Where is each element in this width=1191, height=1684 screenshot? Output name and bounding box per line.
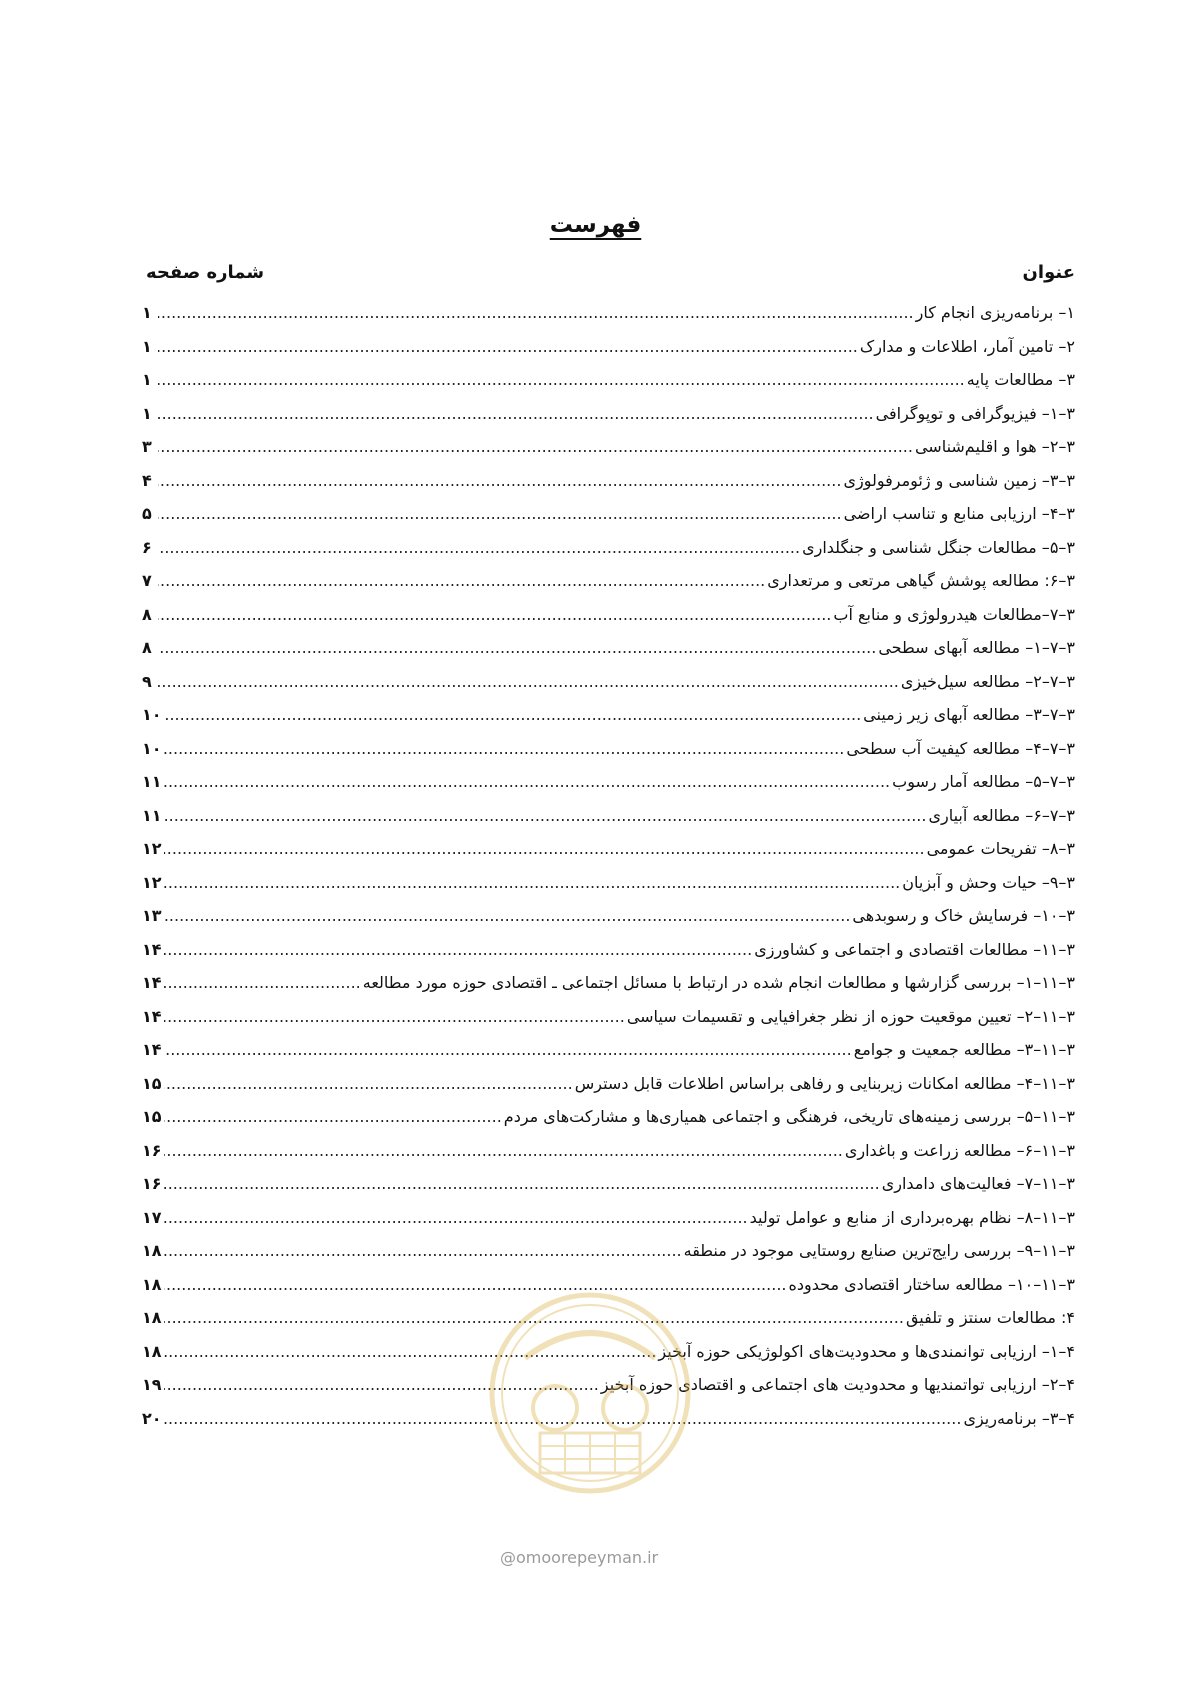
toc-entry-page-number: ۱۴ [142,1040,162,1059]
dot-leader [164,1007,625,1027]
dot-leader [164,906,851,926]
toc-entry-title: ۳–۹– حیات وحش و آبزیان [902,872,1075,892]
toc-entry[interactable] [142,1241,1075,1275]
toc-entry[interactable] [142,1074,1075,1108]
toc-entry-page-number: ۹ [142,671,152,691]
toc-entry[interactable] [142,370,1075,404]
toc-entry-title: ۳–۱۰– فرسایش خاک و رسوبدهی [852,906,1075,925]
publisher-stamp-watermark [485,1288,695,1498]
dot-leader [158,638,876,658]
toc-entry-page-number: ۱۰ [142,705,162,724]
toc-entry[interactable] [142,1208,1075,1242]
toc-entry-title: ۳–۱۱–۱– بررسی گزارشها و مطالعات انجام شده در ارتباط با مسائل اجتماعی ـ اقتصادی حوزه مورد مطالعه [362,973,1075,992]
toc-entry-page-number: ۱۵ [142,1107,162,1126]
toc-entry-title: ۳–۷–مطالعات هیدرولوژی و منابع آب [833,604,1075,624]
dot-leader [158,571,765,591]
dot-leader [158,504,842,524]
toc-entry[interactable] [142,571,1075,605]
toc-entry-title: ۳–۷–۲– مطالعه سیل‌خیزی [900,671,1075,691]
dot-leader [158,471,841,491]
toc-entry[interactable] [142,471,1075,505]
toc-entry-page-number: ۱۷ [142,1207,162,1227]
toc-entry-page-number: ۷ [142,571,152,590]
toc-entry[interactable] [142,973,1075,1007]
toc-entry-title: ۳–۷–۱– مطالعه آبهای سطحی [878,638,1075,657]
toc-entry[interactable] [142,404,1075,438]
toc-entry-title: ۳–۷–۳– مطالعه آبهای زیر زمینی [863,705,1075,724]
toc-entry-page-number: ۶ [142,537,152,557]
dot-leader [164,839,925,859]
toc-entry-title: ۳–۸– تفریحات عمومی [926,839,1075,858]
toc-entry-title: ۴–۲– ارزیابی تواتمندیها و محدودیت های اجتماعی و اقتصادی حوزه آبخیز [600,1375,1075,1394]
toc-entry-page-number: ۲۰ [142,1408,162,1428]
dot-leader [158,538,800,558]
toc-entry-page-number: ۱۹ [142,1375,162,1394]
dot-leader [164,1141,843,1161]
toc-entry-title: ۳–۴– ارزیابی منابع و تناسب اراضی [843,504,1075,523]
toc-entry-title: ۳–۱۱–۵– بررسی زمینه‌های تاریخی، فرهنگی و اجتماعی همیاری‌ها و مشارکت‌های مردم [503,1107,1075,1126]
toc-entry-title: ۳–۱۱–۲– تعیین موقعیت حوزه از نظر جغرافیایی و تقسیمات سیاسی [626,1006,1075,1026]
dot-leader [158,437,913,457]
toc-entry-page-number: ۱ [142,303,152,322]
toc-entry-page-number: ۱۲ [142,839,162,858]
toc-entry-page-number: ۱۱ [142,772,162,791]
dot-leader [164,772,891,792]
dot-leader [164,1241,682,1261]
toc-entry-title: ۳–۱۱–۹– بررسی رایج‌ترین صنایع روستایی موجود در منطقه [683,1241,1075,1260]
column-header-page: شماره صفحه [146,262,265,283]
toc-entry[interactable] [142,772,1075,806]
toc-entry[interactable] [142,940,1075,974]
dot-leader [158,303,914,323]
toc-entry[interactable] [142,303,1075,337]
toc-entry-title: ۳– مطالعات پایه [966,370,1075,389]
toc-entry[interactable] [142,504,1075,538]
dot-leader [164,1208,748,1228]
dot-leader [164,940,753,960]
dot-leader [164,873,901,893]
dot-leader [164,1174,880,1194]
dot-leader [158,337,858,357]
toc-entry-title: ۳–۱۱–۱۰– مطالعه ساختار اقتصادی محدوده [788,1274,1075,1294]
toc-entry-page-number: ۱۸ [142,1341,162,1361]
toc-entry-page-number: ۳ [142,437,152,456]
toc-entry-title: ۳–۶: مطالعه پوشش گیاهی مرتعی و مرتعداری [767,571,1075,590]
toc-entry-page-number: ۱ [142,370,152,389]
dot-leader [158,672,899,692]
toc-entry-title: ۳–۵– مطالعات جنگل شناسی و جنگلداری [802,537,1075,557]
toc-entry-page-number: ۸ [142,604,152,624]
toc-entry-title: ۳–۷–۵– مطالعه آمار رسوب [892,772,1075,791]
dot-leader [158,605,831,625]
toc-entry-title: ۲– تامین آمار، اطلاعات و مدارک [859,336,1075,356]
toc-entry-title: ۳–۱– فیزیوگرافی و توپوگرافی [875,403,1075,423]
toc-entry-page-number: ۱۸ [142,1308,162,1327]
toc-entry[interactable] [142,906,1075,940]
toc-entry[interactable] [142,739,1075,773]
dot-leader [164,739,845,759]
toc-entry[interactable] [142,873,1075,907]
column-header-title: عنوان [1022,262,1075,283]
dot-leader [164,1040,852,1060]
toc-entry-title: ۴–۳– برنامه‌ریزی [963,1408,1075,1428]
watermark-website: @omoorepeyman.ir [500,1548,659,1567]
toc-entry-page-number: ۱۰ [142,738,162,758]
toc-entry[interactable] [142,538,1075,572]
toc-entry-title: ۴: مطالعات سنتز و تلفیق [905,1308,1075,1327]
toc-entry-page-number: ۱۲ [142,872,162,892]
toc-entry-title: ۳–۱۱–۳– مطالعه جمعیت و جوامع [853,1040,1075,1059]
toc-entry-title: ۳–۷–۴– مطالعه کیفیت آب سطحی [846,738,1075,758]
toc-entry-title: ۳–۷–۶– مطالعه آبیاری [928,805,1075,825]
dot-leader [164,1107,502,1127]
toc-entry[interactable] [142,337,1075,371]
toc-entry-title: ۳–۲– هوا و اقلیم‌شناسی [914,437,1075,456]
toc-entry-page-number: ۱ [142,403,152,423]
toc-entry[interactable] [142,806,1075,840]
toc-entry-page-number: ۱۴ [142,973,162,992]
table-of-contents [142,303,1075,1442]
toc-entry-title: ۳–۱۱–۴– مطالعه امکانات زیربنایی و رفاهی براساس اطلاعات قابل دسترس [574,1073,1075,1093]
toc-entry-title: ۳–۱۱– مطالعات اقتصادی و اجتماعی و کشاورزی [754,939,1075,959]
toc-entry-page-number: ۱۸ [142,1274,162,1294]
toc-entry-page-number: ۱ [142,336,152,356]
dot-leader [164,705,862,725]
toc-entry-page-number: ۱۴ [142,939,162,959]
page-title-text: فهرست [549,212,642,238]
page-title [0,212,1191,238]
toc-entry[interactable] [142,672,1075,706]
toc-entry-title: ۳–۱۱–۷– فعالیت‌های دامداری [881,1174,1075,1193]
toc-entry-page-number: ۱۱ [142,805,162,825]
toc-entry[interactable] [142,1174,1075,1208]
toc-entry[interactable] [142,839,1075,873]
toc-entry-title: ۳–۱۱–۸– نظام بهره‌برداری از منابع و عوامل تولید [749,1207,1075,1227]
dot-leader [164,973,361,993]
toc-entry[interactable] [142,1007,1075,1041]
toc-entry-page-number: ۱۴ [142,1006,162,1026]
toc-entry[interactable] [142,1040,1075,1074]
toc-entry[interactable] [142,1141,1075,1175]
toc-entry-page-number: ۸ [142,638,152,657]
toc-entry-page-number: ۴ [142,470,152,490]
toc-entry[interactable] [142,1107,1075,1141]
toc-entry-title: ۱– برنامه‌ریزی انجام کار [915,303,1075,322]
toc-entry-title: ۳–۱۱–۶– مطالعه زراعت و باغداری [844,1140,1075,1160]
toc-entry-page-number: ۱۳ [142,906,162,925]
toc-entry-title: ۴–۱– ارزیابی توانمندی‌ها و محدودیت‌های اکولوژیکی حوزه آبخیز [658,1341,1075,1361]
toc-entry[interactable] [142,638,1075,672]
toc-entry-page-number: ۵ [142,504,152,523]
toc-entry[interactable] [142,705,1075,739]
toc-entry-page-number: ۱۵ [142,1073,162,1093]
toc-entry[interactable] [142,437,1075,471]
dot-leader [158,370,965,390]
dot-leader [164,1074,573,1094]
toc-entry[interactable] [142,605,1075,639]
dot-leader [164,806,927,826]
dot-leader [158,404,874,424]
toc-entry-page-number: ۱۶ [142,1140,162,1160]
toc-entry-title: ۳–۳– زمین شناسی و ژئومرفولوژی [843,470,1075,490]
toc-entry-page-number: ۱۶ [142,1174,162,1193]
toc-entry-page-number: ۱۸ [142,1241,162,1260]
